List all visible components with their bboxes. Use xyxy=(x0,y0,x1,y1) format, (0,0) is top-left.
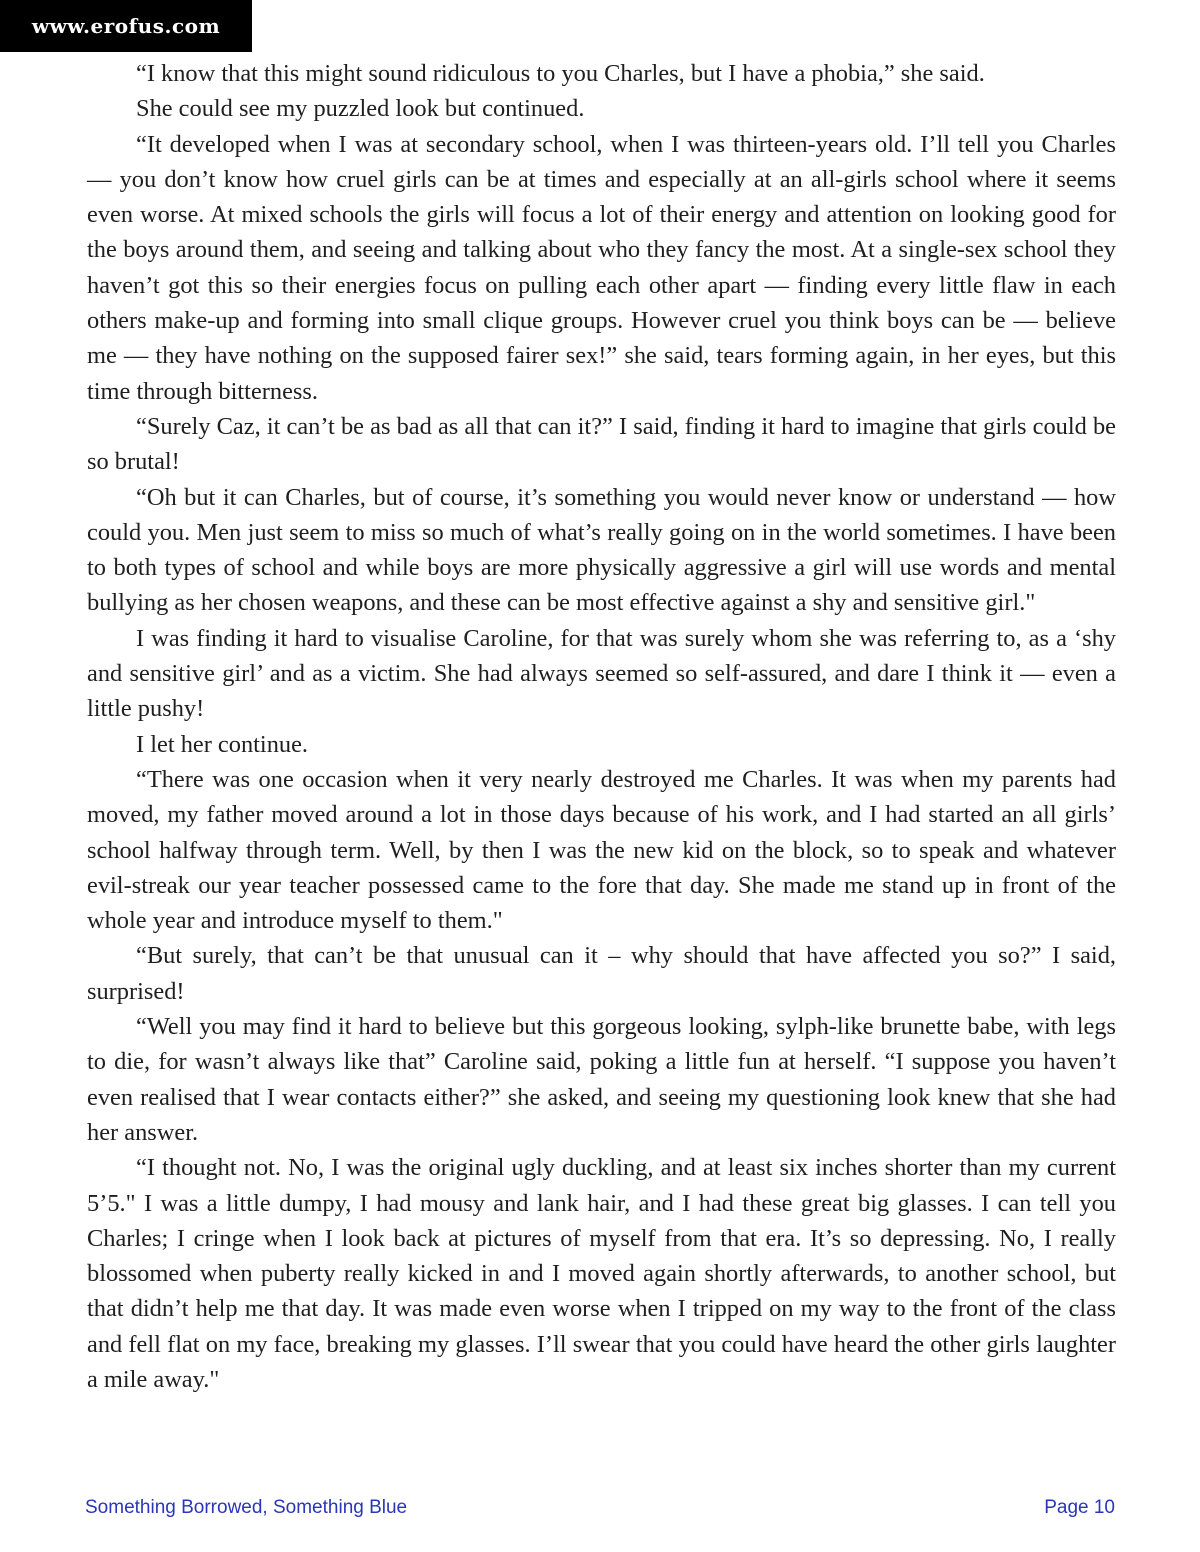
paragraph: I was finding it hard to visualise Caroline, for that was surely whom she was referring to, as a ‘shy and sensitive girl’ and as a victim. She had always seemed so self-assured, and dare I think it — even a little pushy! xyxy=(87,624,1116,723)
page-footer xyxy=(85,1494,1115,1522)
paragraph: “Oh but it can Charles, but of course, it’s something you would never know or understand — how could you. Men just seem to miss so much of what’s really going on in the world sometimes. I have been to both types of school and while boys are more physically aggressive a girl will use words and mental bullying as her chosen weapons, and these can be most effective against a shy and sensitive girl." xyxy=(87,483,1116,617)
paragraph: “Surely Caz, it can’t be as bad as all that can it?” I said, finding it hard to imagine that girls could be so brutal! xyxy=(87,412,1116,476)
paragraph: “I thought not. No, I was the original ugly duckling, and at least six inches shorter than my current 5’5." I was a little dumpy, I had mousy and lank hair, and I had these great big glasses. I can tell you Charles; I cringe when I look back at pictures of myself from that era. It’s so depressing. No, I really blossomed when puberty really kicked in and I moved again shortly afterwards, to another school, but that didn’t help me that day. It was made even worse when I tripped on my way to the front of the class and fell flat on my face, breaking my glasses. I’ll swear that you could have heard the other girls laughter a mile away." xyxy=(87,1154,1116,1393)
paragraph: I let her continue. xyxy=(136,730,309,758)
page-body xyxy=(87,56,1116,1397)
footer-page-number: Page 10 xyxy=(1044,1497,1115,1518)
footer-book-title: Something Borrowed, Something Blue xyxy=(85,1497,408,1518)
paragraph: “There was one occasion when it very nearly destroyed me Charles. It was when my parents had moved, my father moved around a lot in those days because of his work, and I had started an all girls’ school halfway through term. Well, by then I was the new kid on the block, so to speak and whatever evil-streak our year teacher possessed came to the fore that day. She made me stand up in front of the whole year and introduce myself to them." xyxy=(87,765,1116,935)
paragraph: “Well you may find it hard to believe but this gorgeous looking, sylph-like brunette babe, with legs to die, for wasn’t always like that” Caroline said, poking a little fun at herself. “I suppose you haven’t even realised that I wear contacts either?” she asked, and seeing my questioning look knew that she had her answer. xyxy=(87,1013,1116,1146)
paragraph: She could see my puzzled look but continued. xyxy=(136,95,585,123)
paragraph: “It developed when I was at secondary school, when I was thirteen-years old. I’ll tell you Charles — you don’t know how cruel girls can be at times and especially at an all-girls school where it seems even worse. At mixed schools the girls will focus a lot of their energy and attention on looking good for the boys around them, and seeing and talking about who they fancy the most. At a single-sex school they haven’t got this so their energies focus on pulling each other apart — finding every little flaw in each others make-up and forming into small clique groups. However cruel you think boys can be — believe me — they have nothing on the supposed fairer sex!” she said, tears forming again, in her eyes, but this time through bitterness. xyxy=(87,130,1116,405)
paragraph: “I know that this might sound ridiculous to you Charles, but I have a phobia,” she said. xyxy=(136,60,985,87)
watermark-logo: www.erofus.com xyxy=(0,0,252,52)
paragraph: “But surely, that can’t be that unusual can it – why should that have affected you so?” I said, surprised! xyxy=(87,942,1116,1005)
